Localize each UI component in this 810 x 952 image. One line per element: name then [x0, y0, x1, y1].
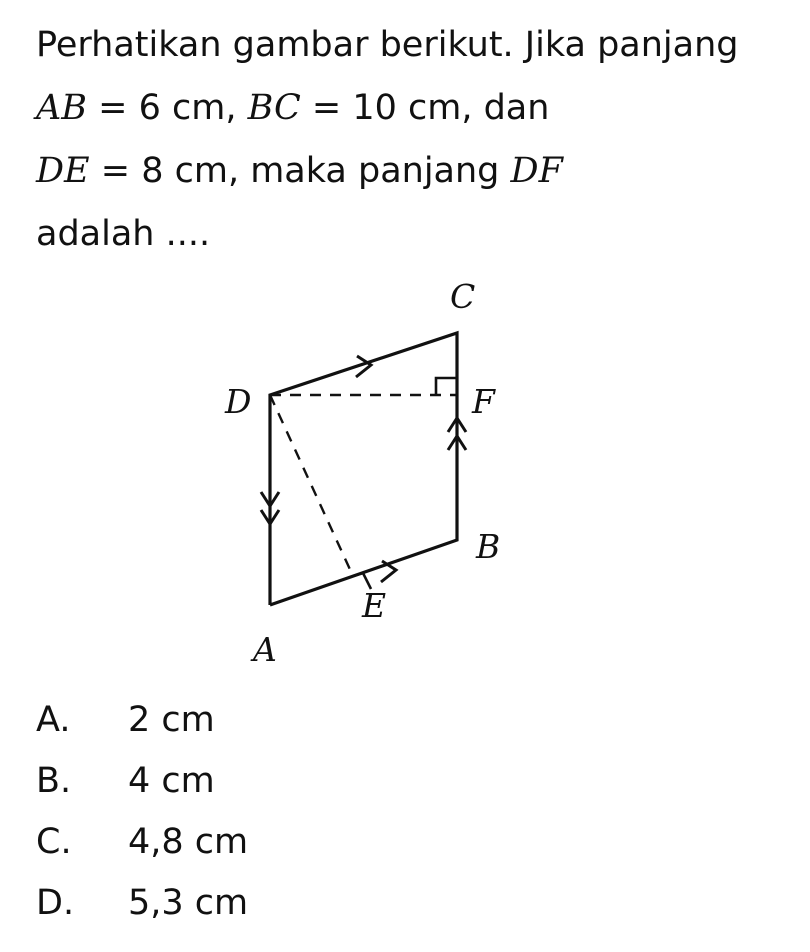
option-value: 4 cm [128, 761, 215, 801]
option-value: 4,8 cm [128, 822, 249, 862]
unit-de: cm [174, 151, 228, 191]
vertex-label-c: C [450, 277, 476, 316]
unit-bc: cm [408, 88, 462, 128]
option-d[interactable] [36, 873, 736, 934]
unit-ab: cm [171, 88, 226, 128]
eq-de: = 8 [89, 151, 175, 191]
var-de: DE [36, 151, 90, 191]
var-ab: AB [36, 88, 87, 128]
vertex-label-e: E [362, 586, 387, 625]
var-df: DF [510, 151, 563, 191]
option-letter: A. [36, 700, 71, 740]
line-3-mid: , maka panjang [227, 151, 511, 191]
option-letter: D. [36, 883, 75, 923]
option-letter: B. [36, 761, 72, 801]
parallelogram-outline [270, 333, 457, 605]
option-letter: C. [36, 822, 72, 862]
option-b[interactable] [36, 751, 736, 812]
eq-ab: = 6 [87, 88, 172, 128]
var-bc: BC [247, 88, 301, 128]
answer-options [36, 690, 736, 934]
vertex-label-b: B [476, 527, 501, 566]
vertex-label-a: A [253, 630, 277, 669]
separator: , [225, 88, 248, 128]
question-line-4: adalah .... [36, 214, 211, 254]
vertex-label-f: F [472, 382, 495, 421]
right-angle-mark-f [436, 378, 457, 395]
option-value: 2 cm [128, 700, 215, 740]
option-c[interactable] [36, 812, 736, 873]
question-line-1: Perhatikan gambar berikut. Jika panjang [36, 25, 739, 65]
option-a[interactable] [36, 690, 736, 751]
line-2-tail: , dan [461, 88, 550, 128]
eq-bc: = 10 [300, 88, 408, 128]
vertex-label-d: D [225, 382, 252, 421]
height-de-dashed [270, 395, 353, 576]
option-value: 5,3 cm [128, 883, 249, 923]
